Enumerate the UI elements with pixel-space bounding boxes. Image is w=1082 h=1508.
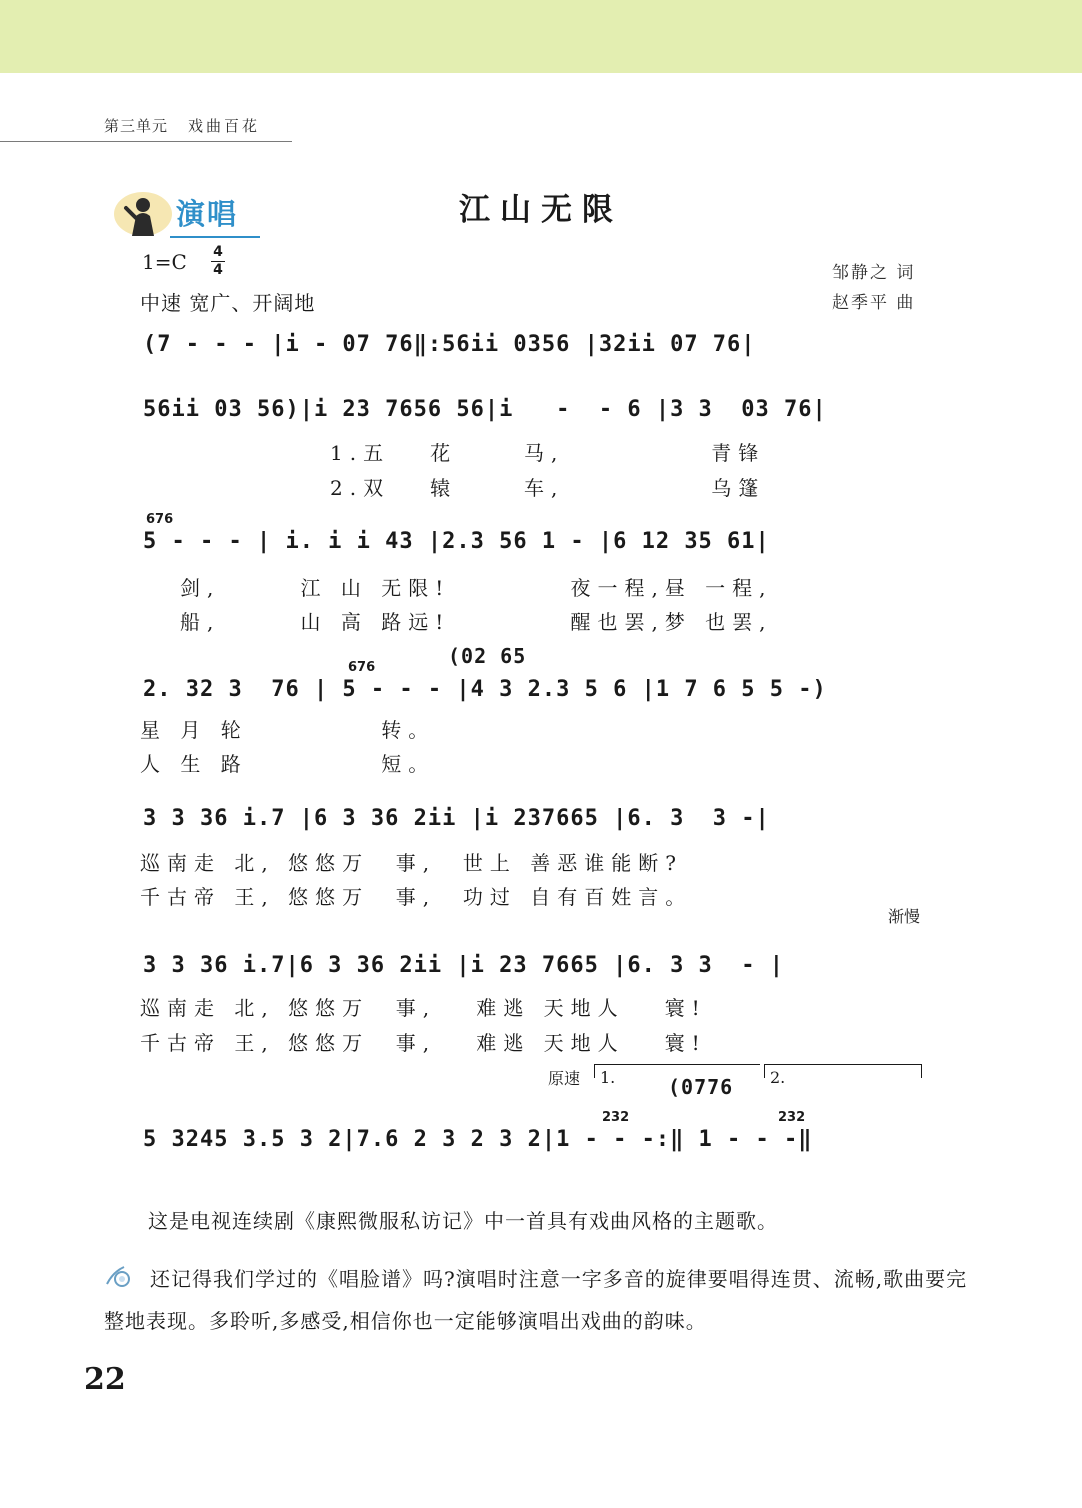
first-ending-bracket [594, 1064, 760, 1065]
score-system-5: 3 3 36 i.7 |6 3 36 2ii |i 237665 |6. 3 3 -| [143, 806, 770, 831]
unit-topic: 戏曲百花 [188, 117, 261, 135]
score-system-3: 5 - - - | i. i i 43 |2.3 56 1 - |6 12 35 61| [143, 529, 770, 554]
lyric-line-5b: 千古帝 王, 悠悠万 事, 功过 自有百姓言。 [140, 885, 693, 909]
score-system-4-parenthetical: (02 65 [448, 644, 527, 668]
second-ending-bracket [764, 1064, 922, 1065]
second-ending-label: 2. [770, 1068, 786, 1087]
lyric-line-2a: 1.五 花 马, 青锋 [330, 441, 766, 465]
key-signature: 1=C [142, 250, 187, 274]
lyric-line-3a: 剑, 江 山 无限! 夜一程,昼 一程, [180, 576, 773, 600]
tip-text: 还记得我们学过的《唱脸谱》吗?演唱时注意一字多音的旋律要唱得连贯、流畅,歌曲要完整地表现。多聆听,多感受,相信你也一定能够演唱出戏曲的韵味。 [104, 1267, 968, 1333]
time-signature [209, 244, 227, 279]
badge-label: 演唱 [176, 197, 239, 231]
top-color-band [0, 0, 1082, 73]
grace-notes-3: 676 [146, 512, 174, 527]
header-rule [0, 141, 292, 142]
lyric-line-6b: 千古帝 王, 悠悠万 事, 难逃 天地人 寰! [140, 1031, 707, 1055]
tempo-marking: 中速 宽广、开阔地 [140, 291, 316, 315]
lyric-line-6a: 巡南走 北, 悠悠万 事, 难逃 天地人 寰! [140, 996, 707, 1020]
ritardando-marking: 渐慢 [888, 907, 921, 926]
grace-notes-7b: 232 [778, 1110, 806, 1125]
lyricist-credit: 邹静之 词 [832, 263, 916, 283]
lyric-line-4b: 人 生 路 短。 [140, 752, 436, 776]
unit-header [104, 115, 260, 136]
lyric-line-5a: 巡南走 北, 悠悠万 事, 世上 善恶谁能断? [140, 851, 683, 875]
a-tempo-marking: 原速 [548, 1069, 581, 1088]
tip-paragraph [104, 1258, 984, 1342]
lyric-line-4a: 星 月 轮 转。 [140, 718, 436, 742]
meter-bottom: 4 [213, 262, 223, 278]
score-system-7-parenthetical: (0776 [668, 1075, 734, 1099]
grace-notes-7a: 232 [602, 1110, 630, 1125]
unit-label: 第三单元 [104, 117, 169, 135]
score-system-1: (7 - - - |i - 07 76‖:56ii 0356 |32ii 07 76| [143, 332, 756, 357]
song-title: 江山无限 [459, 192, 623, 228]
meter-top: 4 [213, 244, 223, 260]
score-system-7: 5 3245 3.5 3 2|7.6 2 3 2 3 2|1 - - -:‖ 1 - - -‖ [143, 1127, 813, 1152]
score-system-4: 2. 32 3 76 | 5 - - - |4 3 2.3 5 6 |1 7 6 5 5 -) [143, 677, 827, 702]
lyric-line-3b: 船, 山 高 路远! 醒也罢,梦 也罢, [180, 610, 773, 634]
page-number: 22 [84, 1362, 126, 1397]
badge-underline [170, 236, 260, 238]
grace-notes-4: 676 [348, 660, 376, 675]
song-intro-text: 这是电视连续剧《康熙微服私访记》中一首具有戏曲风格的主题歌。 [148, 1209, 778, 1233]
score-system-6: 3 3 36 i.7|6 3 36 2ii |i 23 7665 |6. 3 3 - | [143, 953, 785, 978]
score-system-2: 56ii 03 56)|i 23 7656 56|i - - 6 |3 3 03 76| [143, 397, 827, 422]
first-ending-label: 1. [600, 1068, 616, 1087]
composer-credit: 赵季平 曲 [832, 293, 916, 313]
lyric-line-2b: 2.双 辕 车, 乌篷 [330, 476, 766, 500]
